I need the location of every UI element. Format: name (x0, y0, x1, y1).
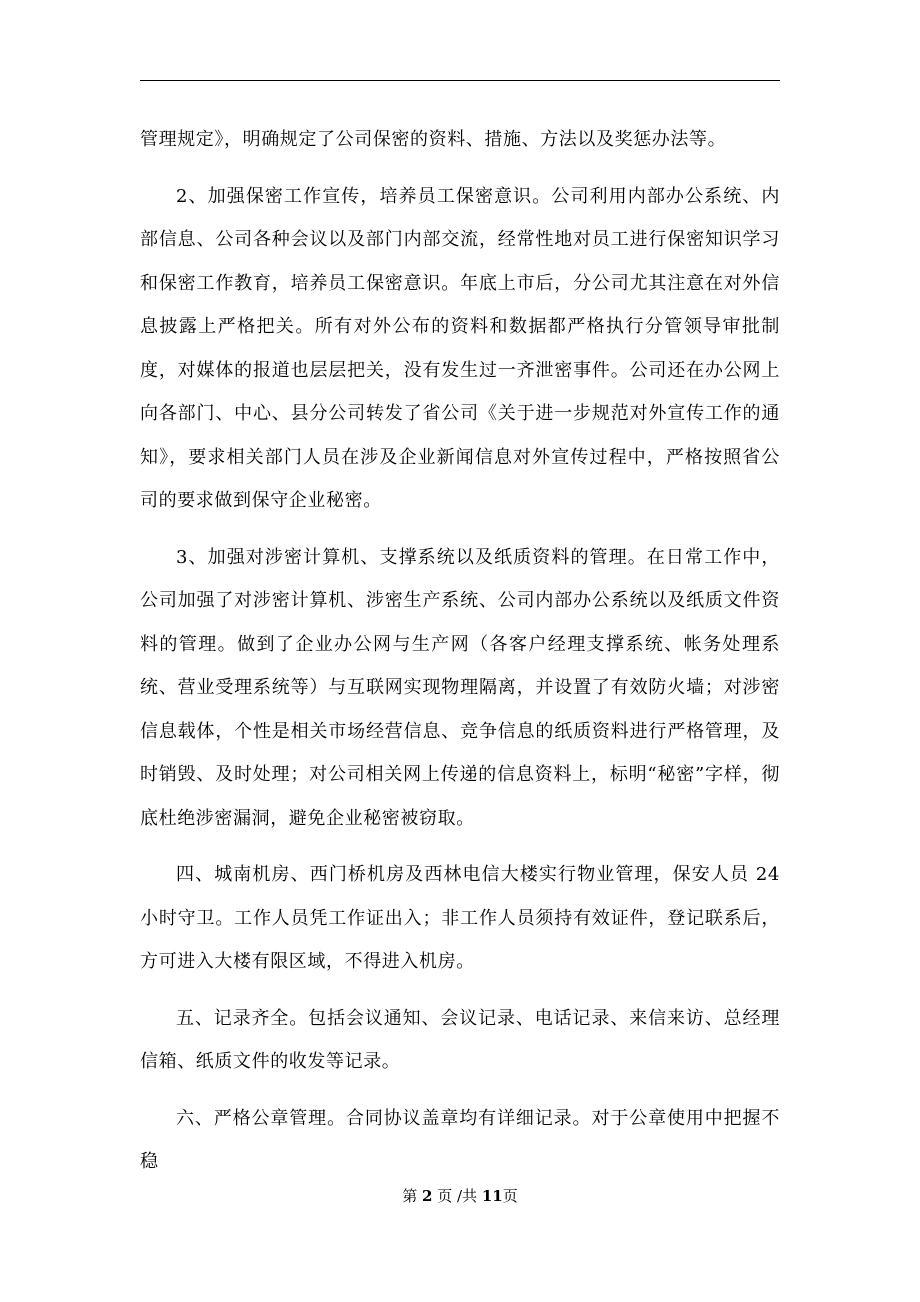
paragraph-publicity: 2、加强保密工作宣传，培养员工保密意识。公司利用内部办公系统、内部信息、公司各种会议以及部门内部交流，经常性地对员工进行保密知识学习和保密工作教育，培养员工保密意识。年底上市后，分公司尤其注意在对外信息披露上严格把关。所有对外公布的资料和数据都严格执行分管领导审批制度，对媒体的报道也层层把关，没有发生过一齐泄密事件。公司还在办公网上向各部门、中心、县分公司转发了省公司《关于进一步规范对外宣传工作的通知》，要求相关部门人员在涉及企业新闻信息对外宣传过程中，严格按照省公司的要求做到保守企业秘密。 (140, 185, 780, 511)
total-page-count: 11 (481, 1187, 503, 1205)
paragraph-seal-management: 六、严格公章管理。合同协议盖章均有详细记录。对于公章使用中把握不稳 (140, 1107, 780, 1172)
page-footer (0, 1186, 920, 1206)
paragraph-continuation: 管理规定》，明确规定了公司保密的资料、措施、方法以及奖惩办法等。 (140, 129, 727, 150)
footer-suffix: 页 (502, 1187, 518, 1205)
paragraph-property-management: 四、城南机房、西门桥机房及西林电信大楼实行物业管理，保安人员 24 小时守卫。工作人员凭工作证出入；非工作人员须持有效证件，登记联系后，方可进入大楼有限区域，不得进入机房。 (140, 864, 780, 972)
document-body (140, 118, 780, 1184)
paragraph-computer-management: 3、加强对涉密计算机、支撑系统以及纸质资料的管理。在日常工作中，公司加强了对涉密计算机、涉密生产系统、公司内部办公系统以及纸质文件资料的管理。做到了企业办公网与生产网（各客户经理支撑系统、帐务处理系统、营业受理系统等）与互联网实现物理隔离，并设置了有效防火墙；对涉密信息载体，个性是相关市场经营信息、竞争信息的纸质资料进行严格管理，及时销毁、及时处理；对公司相关网上传递的信息资料上，标明“秘密”字样，彻底杜绝涉密漏洞，避免企业秘密被窃取。 (140, 546, 780, 829)
header-rule (140, 80, 780, 81)
footer-prefix: 第 (402, 1187, 418, 1205)
current-page-number: 2 (422, 1187, 433, 1205)
paragraph-records: 五、记录齐全。包括会议通知、会议记录、电话记录、来信来访、总经理信箱、纸质文件的收发等记录。 (140, 1007, 780, 1072)
footer-middle: 页 /共 (437, 1187, 478, 1205)
